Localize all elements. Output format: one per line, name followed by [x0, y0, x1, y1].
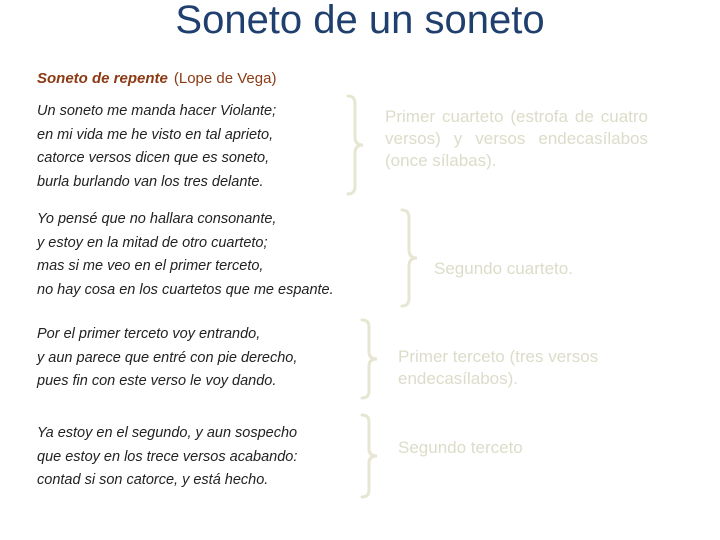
verse-line: mas si me veo en el primer terceto, [37, 258, 264, 274]
stanza-second-quartet [37, 208, 334, 302]
curly-brace-icon [358, 413, 380, 499]
verse-line: Por el primer terceto voy entrando, [37, 326, 261, 342]
annotation-second-tercet: Segundo terceto [398, 438, 523, 457]
poem-author: (Lope de Vega) [173, 70, 277, 87]
stanza-first-quartet [37, 100, 276, 194]
poem-subtitle [37, 70, 276, 87]
verse-line: y estoy en la mitad de otro cuarteto; [37, 234, 268, 251]
annotation-first-quartet: Primer cuarteto (estrofa de cuatro versos) y versos endecasílabos (once sílabas). [385, 107, 648, 170]
annotation-first-tercet: Primer terceto (tres versos endecasílabos). [398, 347, 599, 388]
curly-brace-icon [344, 94, 366, 196]
verse-line: Un soneto me manda hacer Violante; [37, 103, 277, 119]
verse-line: Yo pensé que no hallara consonante, [37, 211, 277, 227]
curly-brace-icon [358, 318, 380, 400]
poem-work-title: Soneto de repente [37, 70, 168, 87]
page-title: Soneto de un soneto [175, 0, 545, 42]
verse-line: burla burlando van los tres delante. [37, 173, 264, 190]
stanza-second-tercet [37, 422, 297, 493]
verse-line: Ya estoy en el segundo, y aun sospecho [37, 425, 298, 441]
stanza-first-tercet [37, 323, 297, 394]
verse-line: en mi vida me he visto en tal aprieto, [37, 126, 274, 143]
annotation-second-quartet: Segundo cuarteto. [434, 259, 573, 278]
verse-line: contad si son catorce, y está hecho. [37, 472, 269, 488]
verse-line: no hay cosa en los cuartetos que me espante. [37, 281, 334, 298]
curly-brace-icon [398, 208, 420, 308]
verse-line: y aun parece que entré con pie derecho, [37, 349, 298, 366]
verse-line: que estoy en los trece versos acabando: [37, 448, 298, 465]
verse-line: catorce versos dicen que es soneto, [37, 150, 270, 166]
verse-line: pues fin con este verso le voy dando. [37, 373, 277, 389]
